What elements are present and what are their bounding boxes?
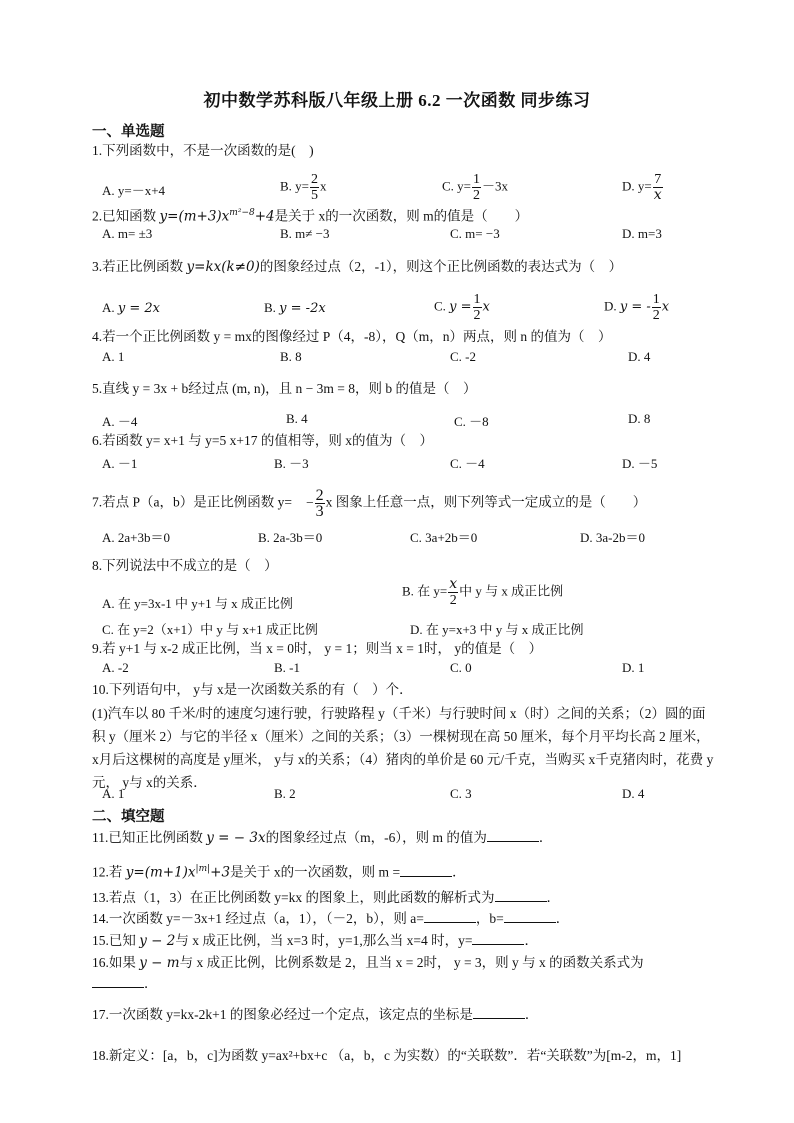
option-d: D. 4 <box>622 786 645 801</box>
option-c-suffix: x <box>482 299 490 315</box>
question-16 <box>92 954 712 972</box>
option-c: C. 3a+2b＝0 <box>410 530 478 545</box>
numerator: 1 <box>473 292 481 307</box>
answer-blank[interactable] <box>472 932 524 945</box>
option-b <box>402 577 563 608</box>
denominator: 2 <box>473 308 481 323</box>
answer-blank[interactable] <box>400 864 452 877</box>
question-7-stem <box>92 488 712 519</box>
option-a: A. y=－x+4 <box>102 183 166 198</box>
option-d: D. 8 <box>628 411 651 426</box>
stem: 13.若点（1，3）在正比例函数 y=kx 的图象上，则此函数的解析式为 <box>92 890 495 905</box>
exponent: m²−8 <box>229 208 255 218</box>
option-b <box>280 172 327 203</box>
section-heading-fill-blank: 二、填空题 <box>92 809 165 825</box>
question-8-stem: 8.下列说法中不成立的是（ ） <box>92 558 278 573</box>
option-d-suffix: x <box>661 299 670 315</box>
stem-suffix: 与 x 成正比例，比例系数是 2，且当 x = 2时， y = 3，则 y 与 x 的函数关系式为 <box>179 955 644 970</box>
option-b: B. 4 <box>286 411 308 426</box>
option-d: D. －5 <box>622 456 658 471</box>
stem-prefix: 7.若点 P（a，b）是正比例函数 y= <box>92 494 292 510</box>
question-11 <box>92 829 712 847</box>
answer-blank-b[interactable] <box>504 910 556 923</box>
formula: y − m <box>139 955 180 971</box>
denominator: 5 <box>311 188 319 203</box>
question-10-body: (1)汽车以 80 千米/时的速度匀速行驶，行驶路程 y（千米）与行驶时间 x（时）之间的关系；（2）圆的面积 y（厘米 2）与它的半径 x（厘米）之间的关系；（3）一棵树现在高 50 厘米，每个月平均长高 2 厘米， x月后这棵树的高度是 y厘米， y与 x的关系；（4）猪肉的单价是 60 元/千克，当购买 x千克猪肉时，花费 y元， y与 x的关系． <box>92 706 714 790</box>
option-d: D. 3a-2b＝0 <box>580 530 645 545</box>
period: ． <box>524 933 538 948</box>
answer-blank[interactable] <box>495 889 547 902</box>
option-d <box>604 292 669 323</box>
option-c: C. 在 y=2（x+1）中 y 与 x+1 成正比例 <box>102 622 318 637</box>
option-d: D. 在 y=x+3 中 y 与 x 成正比例 <box>410 622 584 637</box>
question-12 <box>92 860 712 882</box>
stem-suffix: ，则 b 的值是（ ） <box>354 381 477 396</box>
stem-prefix: 2.已知函数 <box>92 208 160 224</box>
answer-blank[interactable] <box>92 975 144 988</box>
question-5-stem <box>92 380 712 398</box>
formula: y − 2 <box>139 933 176 949</box>
period: ． <box>546 890 560 905</box>
question-3-stem <box>92 258 712 276</box>
fraction <box>448 577 458 608</box>
stem: 14.一次函数 y=－3x+1 经过点（a，1），（－2，b），则 a= <box>92 911 424 926</box>
page-title: 初中数学苏科版八年级上册 6.2 一次函数 同步练习 <box>203 91 591 110</box>
numerator: 1 <box>473 172 481 187</box>
option-c-suffix: －3x <box>482 178 509 194</box>
option-a: A. 1 <box>102 786 125 801</box>
question-16-answer-line <box>92 975 712 993</box>
question-17 <box>92 1006 712 1024</box>
question-15 <box>92 932 712 950</box>
option-b-suffix: 中 y 与 x 成正比例 <box>459 583 564 599</box>
option-a: A. 2a+3b＝0 <box>102 530 170 545</box>
option-c-prefix: C. y= <box>442 178 472 194</box>
formula: y = mx <box>213 329 252 344</box>
stem-suffix: 的图象经过点（m，-6），则 m 的值为 <box>265 830 487 845</box>
option-a: A. －4 <box>102 414 138 429</box>
stem-suffix: x 图象上任意一点，则下列等式一定成立的是（ ） <box>325 494 647 510</box>
question-18: 18.新定义：[a，b，c]为函数 y=ax²+bx+c （a，b，c 为实数）的“关联数”．若“关联数”为[m-2，m，1] <box>92 1048 682 1063</box>
option-c: C. 3 <box>450 786 472 801</box>
stem-suffix: 是关于 x的一次函数，则 m = <box>230 864 401 880</box>
option-d-prefix: D. y= <box>622 178 652 194</box>
fraction <box>315 488 325 519</box>
fraction <box>652 292 661 323</box>
period: ． <box>144 976 158 991</box>
stem-prefix: 12.若 <box>92 864 126 880</box>
period: ． <box>538 830 553 845</box>
question-1-stem: 1.下列函数中，不是一次函数的是( ) <box>92 143 314 158</box>
option-c <box>434 292 490 323</box>
question-6-stem: 6.若函数 y= x+1 与 y=5 x+17 的值相等，则 x的值为（ ） <box>92 433 433 448</box>
stem-suffix: 的图像经过 P（4，-8），Q（m，n）两点，则 n 的值为（ ） <box>251 329 612 344</box>
option-b <box>264 300 326 316</box>
formula: y=(m+1)x <box>125 864 196 881</box>
fraction <box>653 172 663 203</box>
option-b-letter: B. <box>264 300 280 315</box>
option-b: B. m≠ −3 <box>280 226 330 241</box>
stem-middle: ，b= <box>475 911 504 926</box>
option-a: A. 1 <box>102 349 125 364</box>
question-10-stem: 10.下列语句中， y与 x是一次函数关系的有（ ）个． <box>92 682 413 697</box>
option-b: B. －3 <box>274 456 309 471</box>
question-14 <box>92 910 712 928</box>
option-b: B. -1 <box>274 660 300 675</box>
stem-prefix: 11.已知正比例函数 <box>92 830 207 845</box>
period: ． <box>524 1007 539 1022</box>
stem-prefix: 3.若正比例函数 <box>92 259 187 274</box>
option-a: A. -2 <box>102 660 129 675</box>
option-d <box>622 172 664 203</box>
question-4-stem <box>92 328 712 346</box>
option-b-prefix: B. 在 y= <box>402 583 448 599</box>
option-a-formula: y = 2x <box>117 301 160 316</box>
formula-tail: +3 <box>210 864 231 881</box>
option-c: C. －8 <box>454 414 489 429</box>
numerator: 1 <box>652 292 660 307</box>
option-b: B. 8 <box>280 349 302 364</box>
option-c-prefix: y = <box>449 299 472 315</box>
point: (m, n) <box>232 381 266 396</box>
fraction <box>310 172 319 203</box>
stem-middle: 经过点 <box>188 381 233 396</box>
stem-prefix: 5.直线 <box>92 381 133 396</box>
denominator: x <box>653 187 662 203</box>
numerator: 2 <box>315 487 324 504</box>
option-d: D. m=3 <box>622 226 662 241</box>
option-b-suffix: x <box>320 178 327 194</box>
exponent: |m| <box>195 864 211 874</box>
stem: 17.一次函数 y=kx-2k+1 的图象必经过一个定点，该定点的坐标是 <box>92 1007 473 1022</box>
formula-tail: +4 <box>254 208 275 225</box>
formula: y=kx(k≠0) <box>186 259 260 275</box>
fraction <box>473 292 482 323</box>
option-c: C. -2 <box>450 349 476 364</box>
fraction <box>472 172 481 203</box>
option-b: B. 2 <box>274 786 296 801</box>
option-a: A. m= ±3 <box>102 226 153 241</box>
stem-prefix: 16.如果 <box>92 955 140 970</box>
condition: n − 3m = 8 <box>295 381 355 396</box>
formula: y=(m+3)x <box>159 208 230 225</box>
option-c-letter: C. <box>434 298 450 314</box>
option-d: D. 1 <box>622 660 645 675</box>
answer-blank[interactable] <box>473 1006 525 1019</box>
denominator: 2 <box>652 308 660 323</box>
period: ． <box>452 864 466 880</box>
numerator: x <box>449 576 458 592</box>
stem-suffix: 的图象经过点（2，-1），则这个正比例函数的表达式为（ ） <box>259 259 623 274</box>
denominator: 3 <box>315 503 324 520</box>
option-c: C. －4 <box>450 456 485 471</box>
numerator: 2 <box>311 172 319 187</box>
option-d-prefix: y = - <box>619 299 651 315</box>
minus-sign: − <box>306 494 314 510</box>
formula: y = − 3x <box>206 830 266 846</box>
denominator: 2 <box>449 593 457 608</box>
stem-prefix: 15.已知 <box>92 933 140 948</box>
stem-suffix: 是关于 x的一次函数，则 m的值是（ ） <box>274 208 529 224</box>
question-9-stem: 9.若 y+1 与 x-2 成正比例，当 x = 0时， y = 1；则当 x = 1时， y的值是（ ） <box>92 641 543 656</box>
option-d-letter: D. <box>604 298 620 314</box>
option-b-formula: y = -2x <box>279 301 326 316</box>
answer-blank[interactable] <box>487 829 539 842</box>
denominator: 2 <box>473 188 481 203</box>
period: ． <box>555 911 570 926</box>
answer-blank-a[interactable] <box>424 910 476 923</box>
option-c <box>442 172 508 203</box>
formula: y = 3x + b <box>132 381 189 396</box>
section-heading-single-choice: 一、单选题 <box>92 124 165 140</box>
option-a: A. －1 <box>102 456 138 471</box>
option-a-letter: A. <box>102 300 118 315</box>
option-c: C. m= −3 <box>450 226 500 241</box>
stem-middle-2: ，且 <box>265 381 296 396</box>
stem-prefix: 4.若一个正比例函数 <box>92 329 214 344</box>
option-b: B. 2a-3b＝0 <box>258 530 323 545</box>
option-a <box>102 300 160 316</box>
question-13 <box>92 889 712 907</box>
option-b-prefix: B. y= <box>280 178 310 194</box>
option-d: D. 4 <box>628 349 651 364</box>
question-2-stem <box>92 204 712 226</box>
stem-suffix: 与 x 成正比例，当 x=3 时，y=1,那么当 x=4 时，y= <box>175 933 473 948</box>
option-a: A. 在 y=3x-1 中 y+1 与 x 成正比例 <box>102 596 293 611</box>
option-c: C. 0 <box>450 660 472 675</box>
numerator: 7 <box>654 172 662 187</box>
